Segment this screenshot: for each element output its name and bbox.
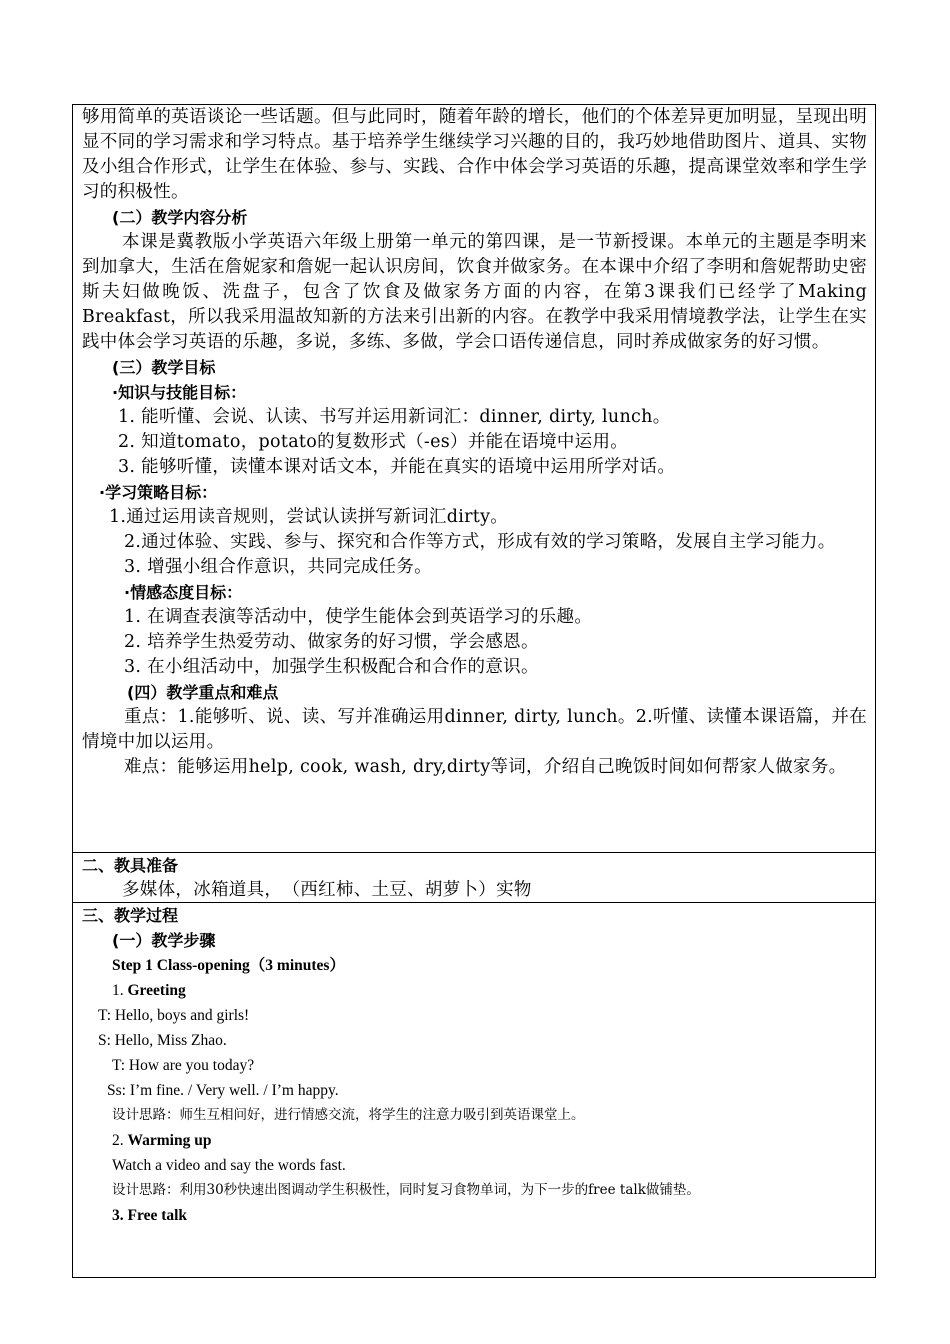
warming-text: Watch a video and say the words fast. bbox=[112, 1157, 346, 1174]
dialog-line: T: How are you today? bbox=[112, 1057, 255, 1074]
knowledge-item: 1. 能听懂、会说、认读、书写并运用新词汇：dinner, dirty, lunch。 bbox=[118, 407, 671, 427]
warming-item bbox=[82, 1128, 867, 1153]
warming-label: Warming up bbox=[127, 1132, 212, 1149]
design-note: 设计思路：师生互相问好，进行情感交流，将学生的注意力吸引到英语课堂上。 bbox=[112, 1107, 585, 1123]
materials-heading: 二、教具准备 bbox=[82, 856, 179, 875]
key-points-text: 重点：1.能够听、说、读、写并准确运用dinner, dirty, lunch。2.听懂、读懂本课语篇，并在情境中加以运用。 bbox=[82, 707, 867, 752]
step1-heading: Step 1 Class-opening（3 minutes） bbox=[112, 957, 345, 974]
dialog-line: S: Hello, Miss Zhao. bbox=[98, 1032, 227, 1049]
strategy-goals-heading: ·学习策略目标： bbox=[99, 483, 218, 502]
dialog-line: Ss: I’m fine. / Very well. / I’m happy. bbox=[107, 1082, 339, 1099]
knowledge-item: 3. 能够听懂，读懂本课对话文本，并能在真实的语境中运用所学对话。 bbox=[118, 457, 676, 477]
emotion-item: 1. 在调查表演等活动中，使学生能体会到英语学习的乐趣。 bbox=[124, 607, 593, 627]
materials-content: 多媒体，冰箱道具， （西红柿、土豆、胡萝卜）实物 bbox=[122, 880, 532, 900]
strategy-item: 2.通过体验、实践、参与、探究和合作等方式，形成有效的学习策略，发展自主学习能力。 bbox=[124, 532, 836, 552]
materials-cell bbox=[73, 853, 875, 903]
objectives-cell bbox=[73, 105, 875, 853]
teaching-goals-heading: (三）教学目标 bbox=[112, 358, 216, 377]
emotion-item: 3. 在小组活动中，加强学生积极配合和合作的意识。 bbox=[124, 657, 539, 677]
lesson-plan-table bbox=[72, 104, 876, 1278]
design-note: 设计思路：利用30秒快速出图调动学生积极性，同时复习食物单词，为下一步的free talk做铺垫。 bbox=[112, 1182, 700, 1198]
difficult-points-text: 难点：能够运用help, cook, wash, dry,dirty等词，介绍自己晚饭时间如何帮家人做家务。 bbox=[124, 757, 847, 777]
knowledge-goals-heading: ·知识与技能目标： bbox=[112, 383, 247, 402]
process-heading: 三、教学过程 bbox=[82, 906, 179, 925]
greeting-label: Greeting bbox=[127, 982, 186, 999]
emotion-goals-heading: ·情感态度目标： bbox=[124, 583, 243, 602]
free-talk-heading: 3. Free talk bbox=[112, 1207, 188, 1224]
strategy-item: 3. 增强小组合作意识，共同完成任务。 bbox=[124, 557, 432, 577]
key-points-heading: (四）教学重点和难点 bbox=[127, 683, 279, 702]
warming-number: 2. bbox=[112, 1132, 128, 1149]
greeting-item bbox=[82, 978, 867, 1003]
content-analysis-heading: (二）教学内容分析 bbox=[112, 208, 248, 227]
strategy-item: 1.通过运用读音规则，尝试认读拼写新词汇dirty。 bbox=[109, 507, 509, 527]
content-analysis-paragraph: 本课是冀教版小学英语六年级上册第一单元的第四课，是一节新授课。本单元的主题是李明来到加拿大，生活在詹妮家和詹妮一起认识房间，饮食并做家务。在本课中介绍了李明和詹妮帮助史密斯夫妇做晚饭、洗盘子，包含了饮食及做家务方面的内容，在第3课我们已经学了Making Breakfast，所以我采用温故知新的方法来引出新的内容。在教学中我采用情境教学法，让学生在实践中体会学习英语的乐趣，多说，多练、多做，学会口语传递信息，同时养成做家务的好习惯。 bbox=[82, 232, 867, 352]
greeting-number: 1. bbox=[112, 982, 128, 999]
dialog-line: T: Hello, boys and girls! bbox=[98, 1007, 250, 1024]
intro-paragraph: 够用简单的英语谈论一些话题。但与此同时，随着年龄的增长，他们的个体差异更加明显，呈现出明显不同的学习需求和学习特点。基于培养学生继续学习兴趣的目的，我巧妙地借助图片、道具、实物及小组合作形式，让学生在体验、参与、实践、合作中体会学习英语的乐趣，提高课堂效率和学生学习的积极性。 bbox=[82, 107, 867, 202]
knowledge-item: 2. 知道tomato，potato的复数形式（-es）并能在语境中运用。 bbox=[118, 432, 629, 452]
emotion-item: 2. 培养学生热爱劳动、做家务的好习惯，学会感恩。 bbox=[124, 632, 539, 652]
process-cell bbox=[73, 903, 875, 1277]
teaching-steps-heading: (一）教学步骤 bbox=[112, 931, 216, 950]
